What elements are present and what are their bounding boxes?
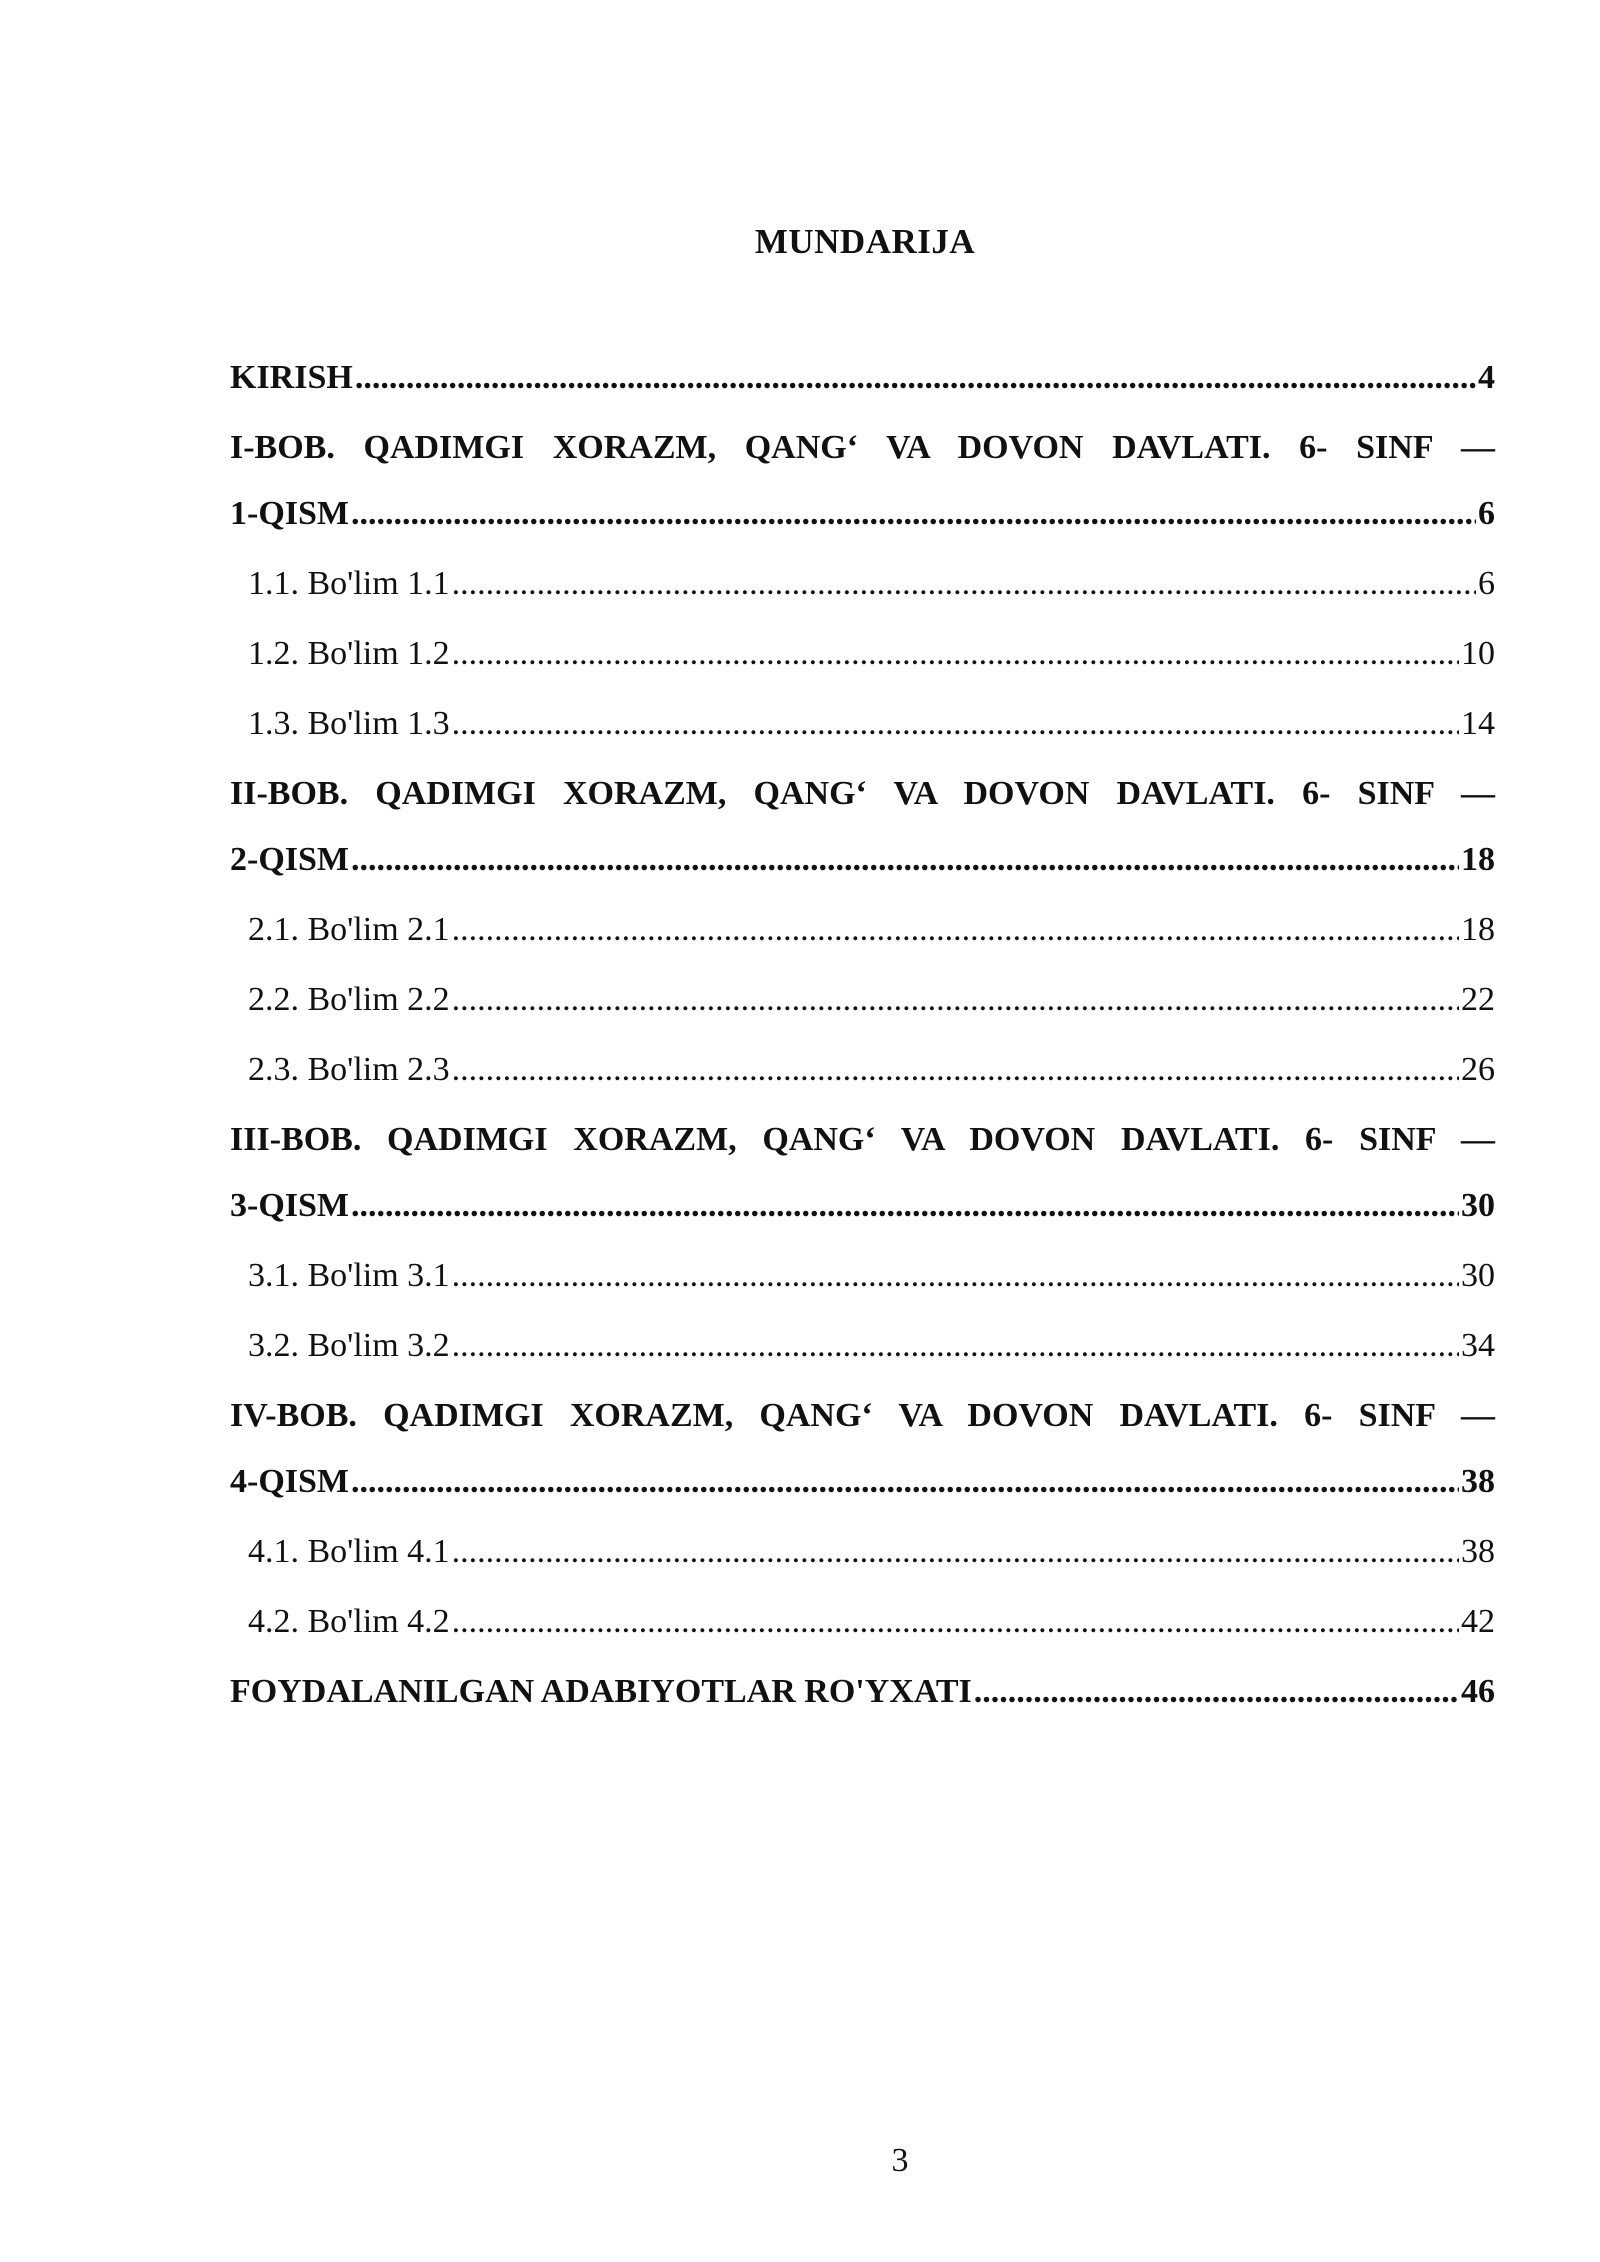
toc-entry-label: 3.2. Bo'lim 3.2 <box>248 1327 450 1364</box>
toc-entry-section-4-2[interactable] <box>230 1596 1495 1666</box>
toc-entry-page: 14 <box>1461 705 1495 742</box>
toc-entry-chapter-3[interactable] <box>230 1114 1495 1250</box>
toc-entry-chapter-4[interactable] <box>230 1390 1495 1526</box>
toc-entry-label: 4.2. Bo'lim 4.2 <box>248 1603 450 1640</box>
toc-entry-label: 3-QISM <box>230 1187 349 1224</box>
page-number: 3 <box>891 2142 909 2179</box>
toc-entry-chapter-2[interactable] <box>230 768 1495 904</box>
toc-entry-intro[interactable] <box>230 352 1495 422</box>
toc-entry-page: 30 <box>1461 1187 1495 1224</box>
toc-entry-label: IV-BOB. QADIMGI XORAZM, QANG‘ VA DOVON DAVLATI. 6- SINF — <box>230 1397 1495 1434</box>
toc-entry-label: 2-QISM <box>230 841 349 878</box>
toc-entry-label: 2.3. Bo'lim 2.3 <box>248 1051 450 1088</box>
toc-entry-section-3-1[interactable] <box>230 1250 1495 1320</box>
toc-entry-label: 1-QISM <box>230 495 349 532</box>
dot-leader <box>452 558 1476 610</box>
toc-entry-label: 4.1. Bo'lim 4.1 <box>248 1533 450 1570</box>
toc-entry-page: 30 <box>1461 1257 1495 1294</box>
dot-leader <box>452 1320 1459 1372</box>
toc-entry-section-1-2[interactable] <box>230 628 1495 698</box>
dot-leader <box>452 1526 1459 1578</box>
toc-entry-label: 1.3. Bo'lim 1.3 <box>248 705 450 742</box>
dot-leader <box>351 834 1459 886</box>
dot-leader <box>452 698 1459 750</box>
toc-entry-page: 10 <box>1461 635 1495 672</box>
dot-leader <box>974 1666 1459 1718</box>
toc-entry-page: 22 <box>1461 981 1495 1018</box>
toc-entry-page: 34 <box>1461 1327 1495 1364</box>
dot-leader <box>452 974 1459 1026</box>
toc-entry-section-1-3[interactable] <box>230 698 1495 768</box>
toc-entry-label: I-BOB. QADIMGI XORAZM, QANG‘ VA DOVON DAVLATI. 6- SINF — <box>230 429 1495 466</box>
page-title: MUNDARIJA <box>754 222 976 261</box>
toc-entry-label: III-BOB. QADIMGI XORAZM, QANG‘ VA DOVON DAVLATI. 6- SINF — <box>230 1121 1495 1158</box>
toc-entry-page: 42 <box>1461 1603 1495 1640</box>
dot-leader <box>351 1456 1459 1508</box>
dot-leader <box>452 1596 1459 1648</box>
toc-entry-label: 4-QISM <box>230 1463 349 1500</box>
toc-entry-page: 46 <box>1461 1673 1495 1710</box>
dot-leader <box>351 488 1476 540</box>
dot-leader <box>355 352 1476 404</box>
toc-entry-section-2-2[interactable] <box>230 974 1495 1044</box>
toc-entry-section-2-3[interactable] <box>230 1044 1495 1114</box>
toc-entry-page: 26 <box>1461 1051 1495 1088</box>
toc-entry-label: 1.2. Bo'lim 1.2 <box>248 635 450 672</box>
toc-entry-label: FOYDALANILGAN ADABIYOTLAR RO'YXATI <box>230 1673 972 1710</box>
toc-entry-label: KIRISH <box>230 359 353 396</box>
toc-entry-label: 3.1. Bo'lim 3.1 <box>248 1257 450 1294</box>
table-of-contents <box>230 352 1495 1736</box>
dot-leader <box>452 904 1459 956</box>
toc-entry-section-4-1[interactable] <box>230 1526 1495 1596</box>
toc-entry-section-3-2[interactable] <box>230 1320 1495 1390</box>
toc-entry-label: II-BOB. QADIMGI XORAZM, QANG‘ VA DOVON DAVLATI. 6- SINF — <box>230 775 1495 812</box>
toc-entry-page: 18 <box>1461 911 1495 948</box>
toc-entry-page: 38 <box>1461 1533 1495 1570</box>
toc-entry-label: 2.1. Bo'lim 2.1 <box>248 911 450 948</box>
toc-entry-references[interactable] <box>230 1666 1495 1736</box>
toc-entry-section-2-1[interactable] <box>230 904 1495 974</box>
toc-entry-section-1-1[interactable] <box>230 558 1495 628</box>
toc-entry-page: 18 <box>1461 841 1495 878</box>
toc-entry-page: 38 <box>1461 1463 1495 1500</box>
dot-leader <box>452 628 1459 680</box>
toc-entry-page: 4 <box>1478 359 1495 396</box>
toc-entry-page: 6 <box>1478 565 1495 602</box>
toc-entry-label: 2.2. Bo'lim 2.2 <box>248 981 450 1018</box>
dot-leader <box>452 1044 1459 1096</box>
dot-leader <box>351 1180 1459 1232</box>
toc-entry-label: 1.1. Bo'lim 1.1 <box>248 565 450 602</box>
dot-leader <box>452 1250 1459 1302</box>
toc-entry-page: 6 <box>1478 495 1495 532</box>
toc-entry-chapter-1[interactable] <box>230 422 1495 558</box>
